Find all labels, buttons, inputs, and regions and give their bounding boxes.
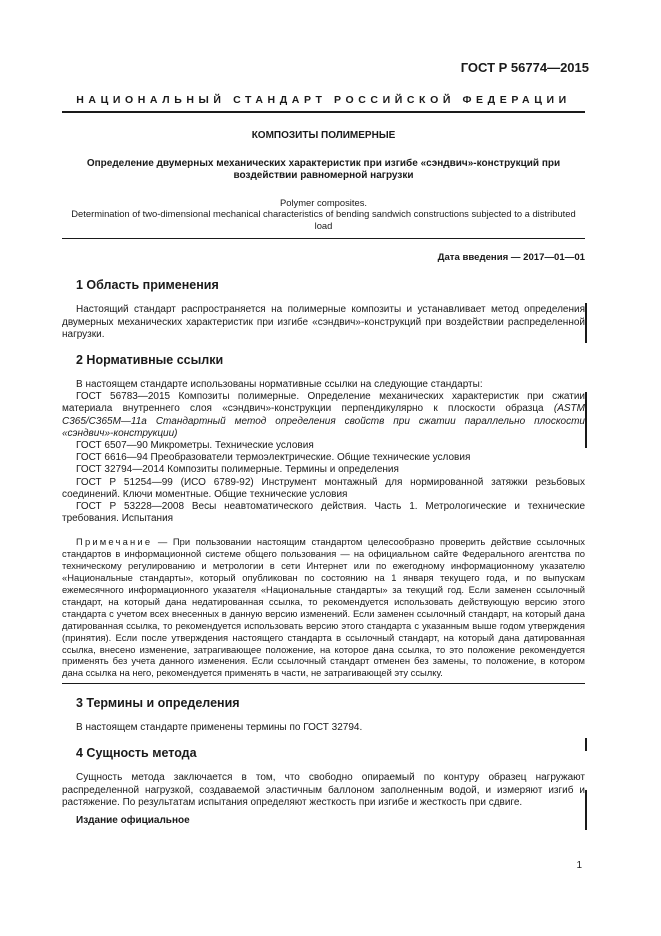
section-4-text: Сущность метода заключается в том, что свободно опираемый по контуру образец нагружают распределенной нагрузкой, создаваемой эластичным баллоном заполненным водой, и измеряют изгиб и растяжение. По результатам испытания определяют жесткость при изгибе и жесткость при сдвиге. <box>62 772 585 808</box>
introduction-date: Дата введения — 2017—01—01 <box>437 252 585 264</box>
revision-bar <box>585 392 587 448</box>
reference-text: ГОСТ 56783—2015 Композиты полимерные. Определение механических характеристик при сжатии материала внутреннего слоя «сэндвич»-конструкции перпендикулярно к плоскости образца <box>62 391 585 415</box>
note-label: Примечание <box>76 536 153 548</box>
document-subtitle: Определение двумерных механических характеристик при изгибе «сэндвич»-конструкций при воздействии равномерной нагрузки <box>86 157 561 181</box>
normative-reference <box>62 391 585 440</box>
normative-reference: ГОСТ 32794—2014 Композиты полимерные. Термины и определения <box>76 464 399 476</box>
revision-bar <box>585 738 587 751</box>
note-text: — При пользовании настоящим стандартом целесообразно проверить действие ссылочных стандартов в информационной системе общего пользования — на официальном сайте Федерального агентства по техническому регулированию и метрологии в сети Интернет или по ежегодному информационному указателю «Национальные стандарты», который опубликован по состоянию на 1 января текущего года, и по выпускам ежемесячного информационного указателя «Национальные стандарты» за текущий год. Если заменен ссылочный стандарт, на который дана недатированная ссылка, то рекомендуется использовать действующую версию этого стандарта с учетом всех внесенных в данную версию изменений. Если заменен ссылочный стандарт, на который дана датированная ссылка, то рекомендуется использовать версию этого стандарта с указанным выше годом утверждения (принятия). Если после утверждения настоящего стандарта в ссылочный стандарт, на который дана датированная ссылка, внесено изменение, затрагивающее положение, на которое дана ссылка, то это положение рекомендуется применять без учета данного изменения. Если ссылочный стандарт отменен без замены, то положение, в котором дана ссылка на него, рекомендуется применять в части, не затрагивающей эту ссылку. <box>62 536 585 679</box>
revision-bar <box>585 303 587 343</box>
section-1-heading: 1 Область применения <box>76 278 219 293</box>
normative-reference: ГОСТ 6507—90 Микрометры. Технические условия <box>76 439 314 451</box>
document-title: КОМПОЗИТЫ ПОЛИМЕРНЫЕ <box>251 130 396 142</box>
normative-reference: ГОСТ Р 53228—2008 Весы неавтоматического действия. Часть 1. Метрологические и технические требования. Испытания <box>62 500 585 525</box>
english-title <box>62 197 585 232</box>
note-divider <box>62 683 585 684</box>
title-divider <box>62 238 585 239</box>
section-3-heading: 3 Термины и определения <box>76 696 240 711</box>
section-2-intro: В настоящем стандарте использованы нормативные ссылки на следующие стандарты: <box>76 378 483 390</box>
reference-note: (ASTM C365/C365M—11a Стандартный метод определения свойств при сжатии параллельно плоскости «сэндвич»-конструкции) <box>62 403 585 439</box>
page-number: 1 <box>576 860 582 871</box>
standard-number: ГОСТ Р 56774—2015 <box>460 60 589 75</box>
section-4-heading: 4 Сущность метода <box>76 746 197 761</box>
section-2-heading: 2 Нормативные ссылки <box>76 352 224 367</box>
english-title-line1: Polymer composites. <box>279 196 367 208</box>
revision-bar <box>585 790 587 830</box>
national-standard-banner: НАЦИОНАЛЬНЫЙ СТАНДАРТ РОССИЙСКОЙ ФЕДЕРАЦИИ <box>76 94 571 107</box>
normative-reference: ГОСТ Р 51254—99 (ИСО 6789-92) Инструмент монтажный для нормированной затяжки резьбовых соединений. Ключи моментные. Общие технические условия <box>62 476 585 500</box>
section-1-text: Настоящий стандарт распространяется на полимерные композиты и устанавливает метод определения двумерных механических характеристик при изгибе «сэндвич»-конструкций при воздействии распределенной нагрузки. <box>62 304 585 340</box>
section-3-text: В настоящем стандарте применены термины по ГОСТ 32794. <box>76 722 363 734</box>
header-divider <box>62 111 585 113</box>
english-title-line2: Determination of two-dimensional mechanical characteristics of bending sandwich constructions subjected to a distributed load <box>71 208 576 231</box>
official-edition-label: Издание официальное <box>76 815 190 827</box>
references-note <box>62 536 585 679</box>
normative-reference: ГОСТ 6616—94 Преобразователи термоэлектрические. Общие технические условия <box>76 452 471 464</box>
